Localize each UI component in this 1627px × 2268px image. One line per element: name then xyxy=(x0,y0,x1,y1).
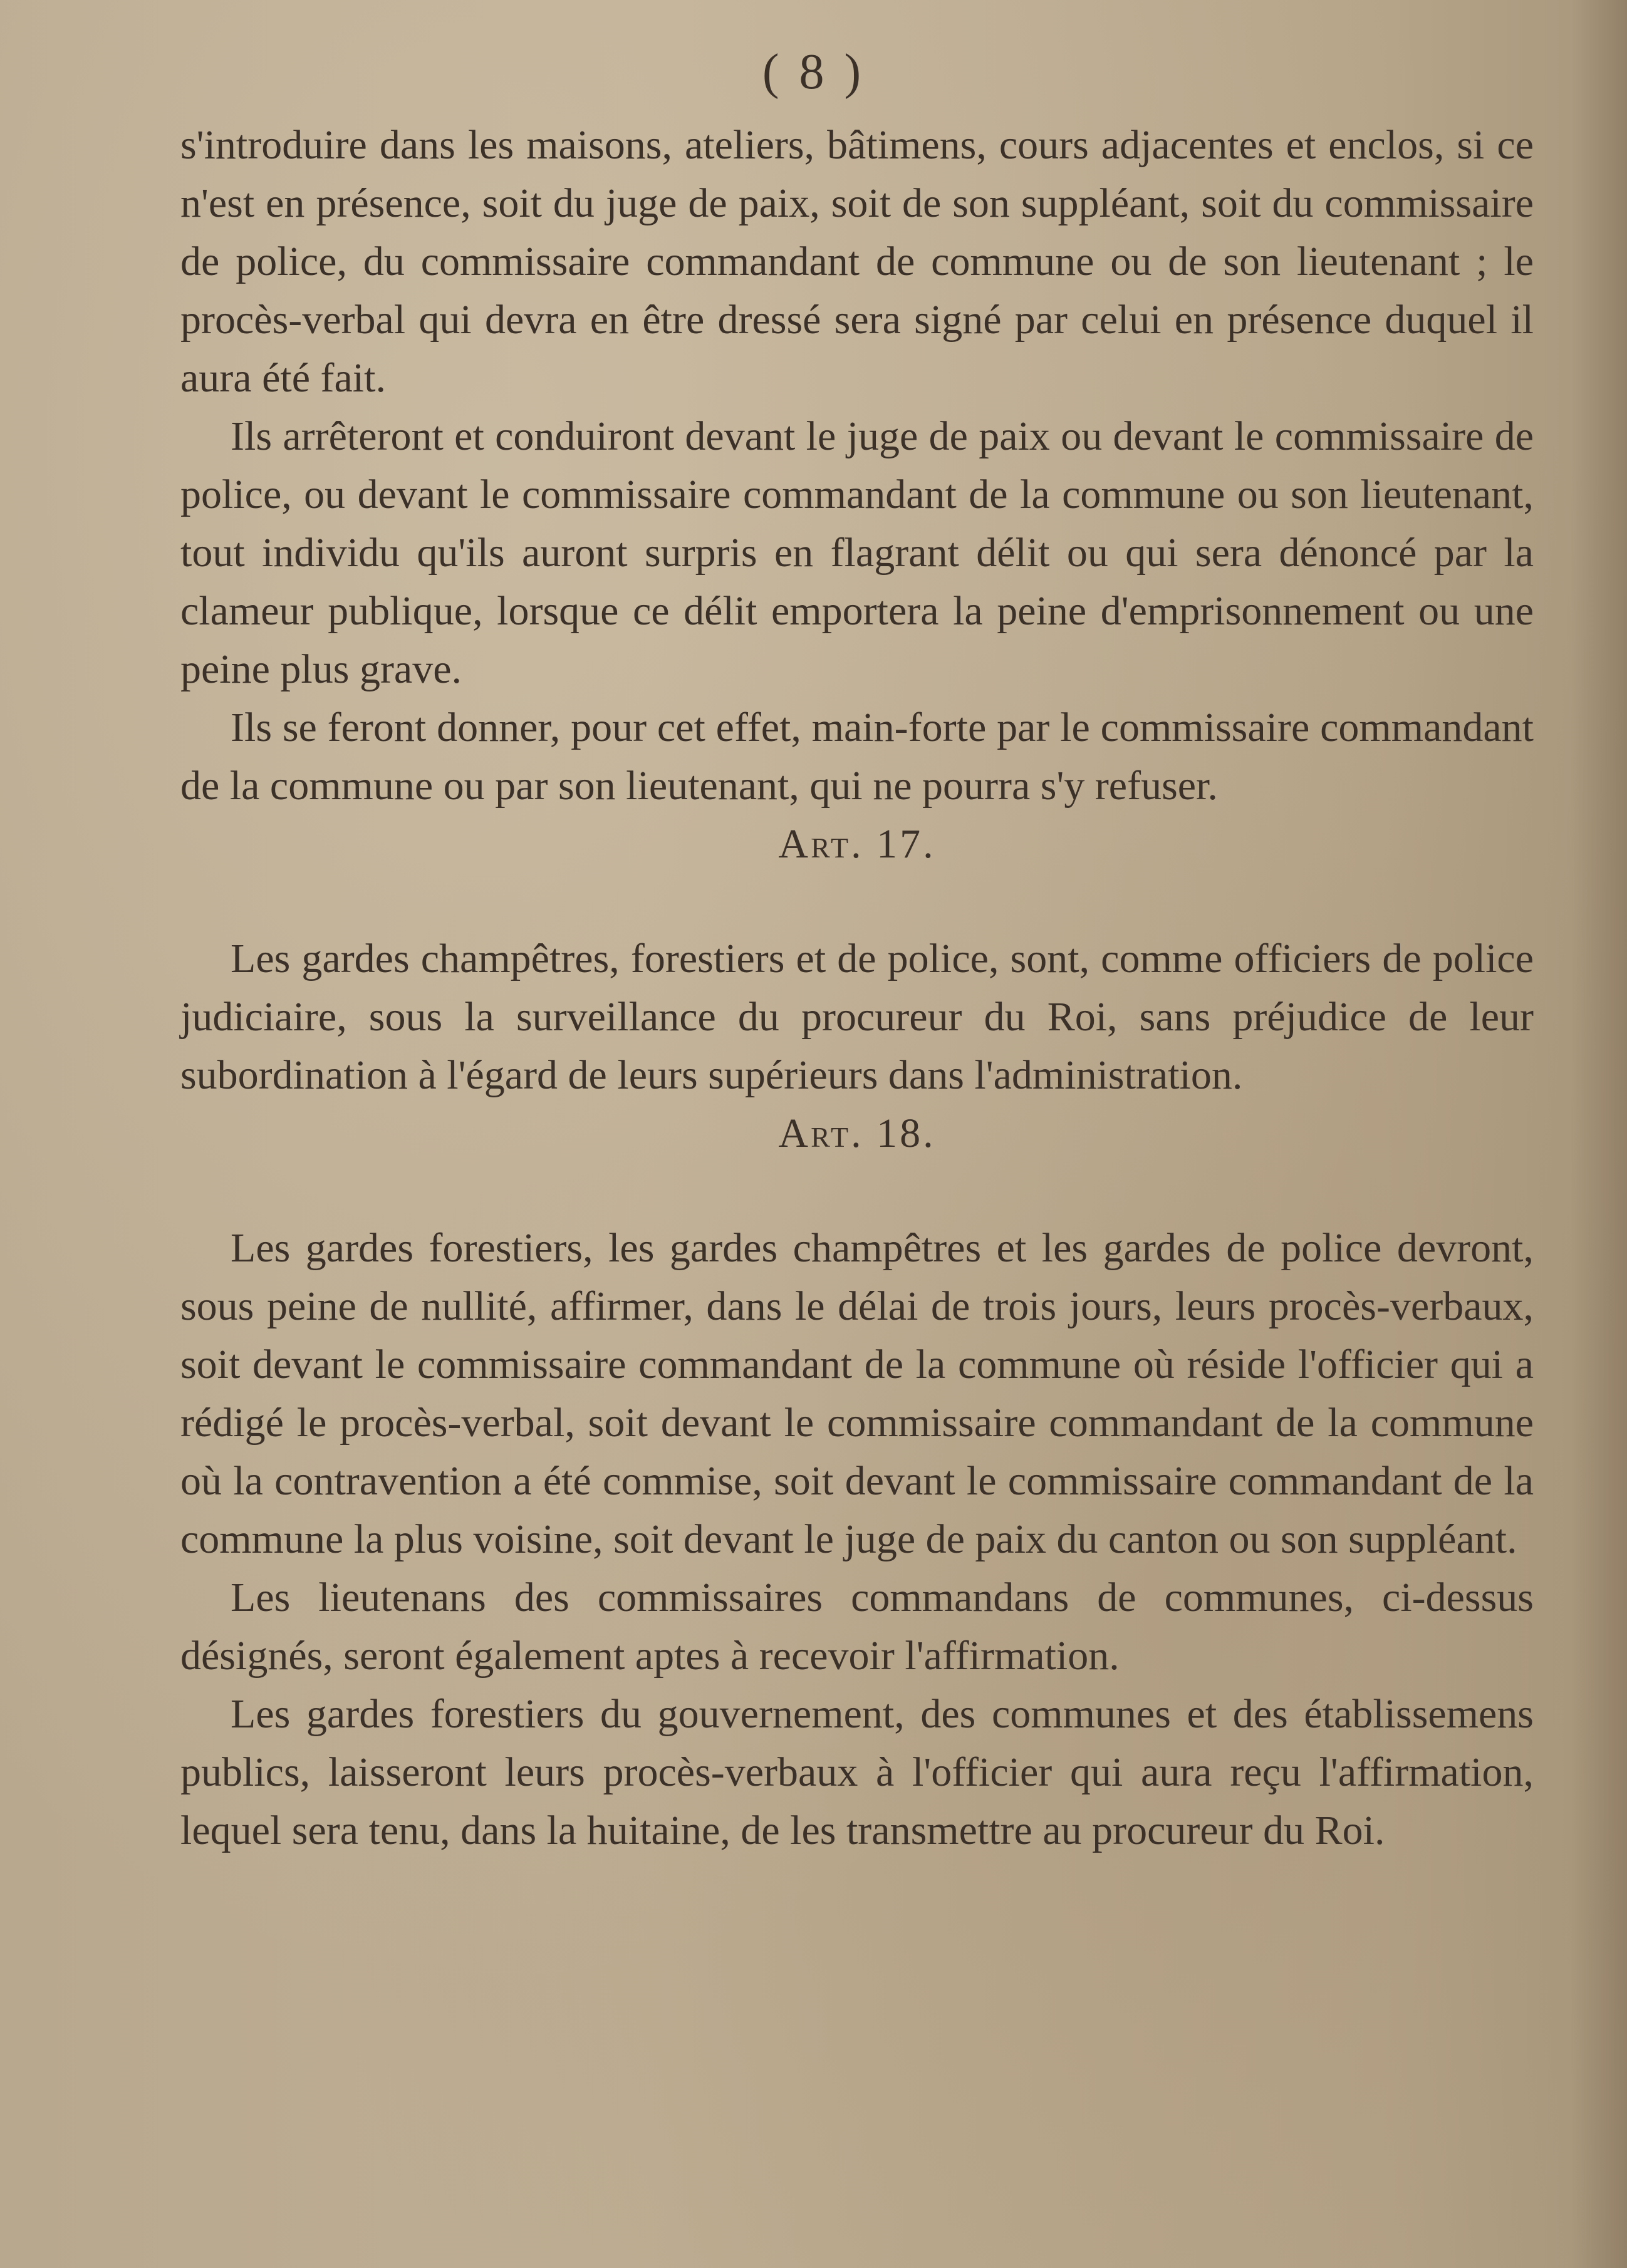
article-18-paragraph: Les lieutenans des commissaires commandans de communes, ci-dessus désignés, seront également aptes à recevoir l'affirmation. xyxy=(180,1575,1534,1679)
article-18-paragraph: Les gardes forestiers, les gardes champêtres et les gardes de police devront, sous peine de nullité, affirmer, dans le délai de trois jours, leurs procès-verbaux, soit devant le commissaire commandant de la commune où réside l'officier qui a rédigé le procès-verbal, soit devant le commissaire commandant de la commune où la contravention a été commise, soit devant le commissaire commandant de la commune la plus voisine, soit devant le juge de paix du canton ou son suppléant. xyxy=(180,1225,1534,1562)
page-number: ( 8 ) xyxy=(762,44,865,100)
article-18-paragraph: Les gardes forestiers du gouvernement, des communes et des établissemens publics, laisseront leurs procès-verbaux à l'officier qui aura reçu l'affirmation, lequel sera tenu, dans la huitaine, de les transmettre au procureur du Roi. xyxy=(180,1691,1534,1853)
paragraph: Ils arrêteront et conduiront devant le juge de paix ou devant le commissaire de police, ou devant le commissaire commandant de la commune ou son lieutenant, tout individu qu'ils auront surpris en flagrant délit ou qui sera dénoncé par la clameur publique, lorsque ce délit emportera la peine d'emprisonnement ou une peine plus grave. xyxy=(180,413,1534,692)
body-text xyxy=(180,116,1534,1860)
paragraph: Ils se feront donner, pour cet effet, main-forte par le commissaire commandant de la commune ou par son lieutenant, qui ne pourra s'y refuser. xyxy=(180,705,1534,809)
article-17-paragraph: Les gardes champêtres, forestiers et de police, sont, comme officiers de police judiciaire, sous la surveillance du procureur du Roi, sans préjudice de leur subordination à l'égard de leurs supérieurs dans l'administration. xyxy=(180,936,1534,1098)
article-heading-17: Art. 17. xyxy=(778,821,936,867)
paragraph: s'introduire dans les maisons, ateliers, bâtimens, cours adjacentes et enclos, si ce n'est en présence, soit du juge de paix, soit de son suppléant, soit du commissaire de police, du commissaire commandant de commune ou de son lieutenant ; le procès-verbal qui devra en être dressé sera signé par celui en présence duquel il aura été fait. xyxy=(180,122,1534,401)
article-heading-18: Art. 18. xyxy=(778,1111,936,1156)
page-edge-shadow xyxy=(1571,0,1627,2268)
